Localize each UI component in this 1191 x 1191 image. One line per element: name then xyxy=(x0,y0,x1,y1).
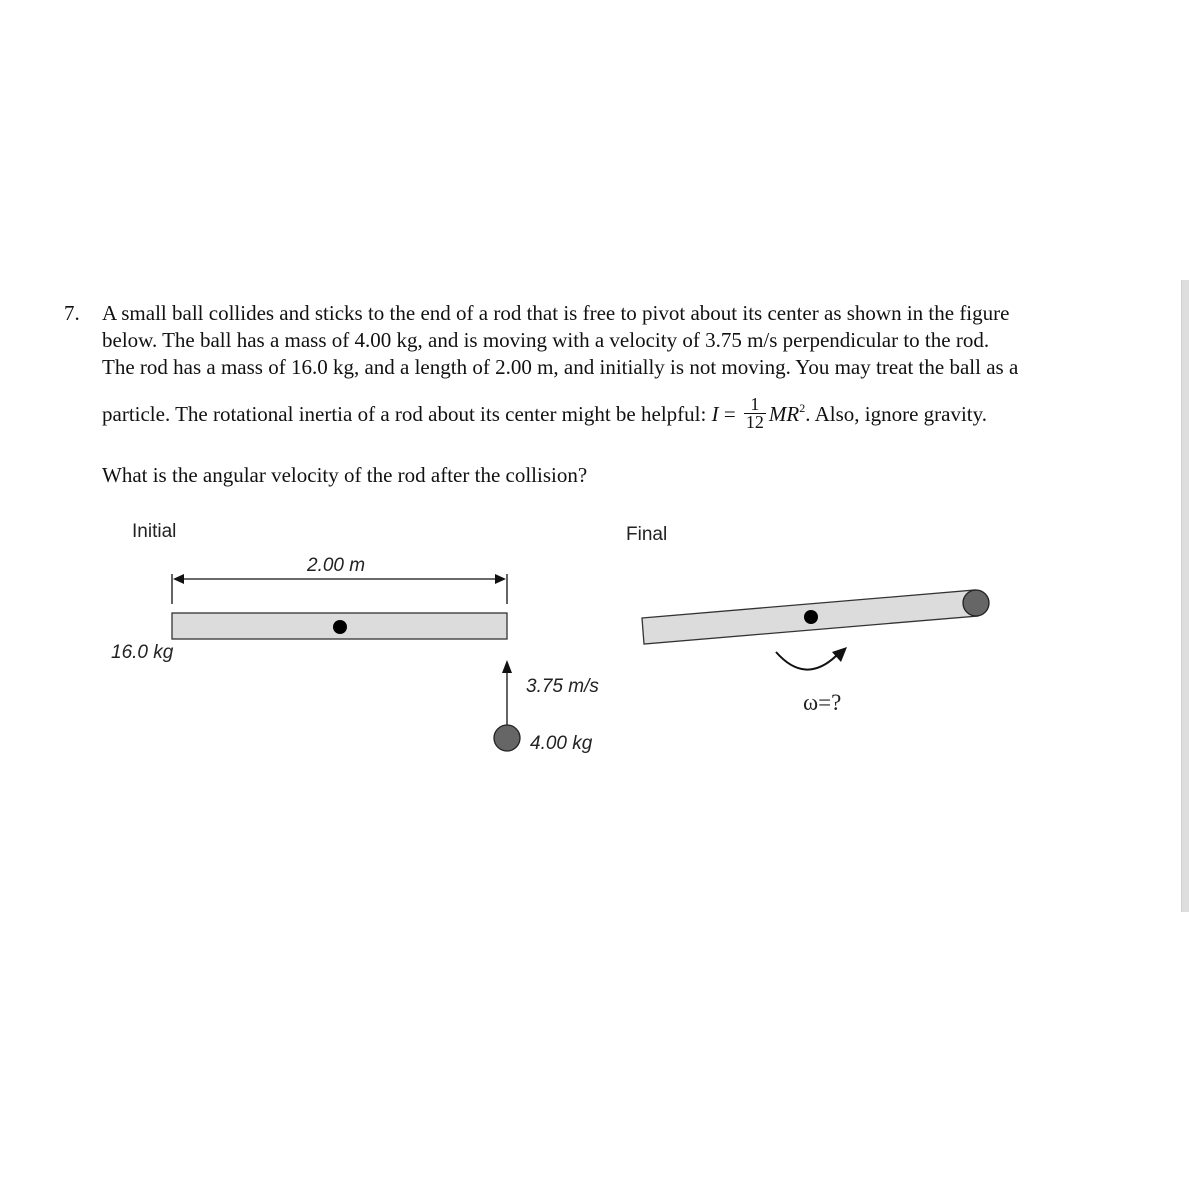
rotation-arrow-head xyxy=(832,647,847,662)
initial-ball xyxy=(494,725,520,751)
question-line-3: The rod has a mass of 16.0 kg, and a length of 2.00 m, and initially is not moving. You may treat the ball as a xyxy=(102,355,1019,379)
final-ball xyxy=(963,590,989,616)
rod-length-label: 2.00 m xyxy=(307,555,366,576)
question-line-2: below. The ball has a mass of 4.00 kg, and is moving with a velocity of 3.75 m/s perpendicular to the rod. xyxy=(102,328,990,352)
velocity-arrow-head xyxy=(502,660,512,673)
rotation-arrow-arc xyxy=(776,652,836,670)
dimension-arrow-left xyxy=(173,574,184,584)
rod-mass-label: 16.0 kg xyxy=(111,642,174,663)
formula-var-i: I xyxy=(711,402,719,426)
velocity-label: 3.75 m/s xyxy=(526,676,599,697)
question-prompt: What is the angular velocity of the rod after the collision? xyxy=(102,463,588,487)
final-pivot xyxy=(804,610,818,624)
dimension-arrow-right xyxy=(495,574,506,584)
omega-label: ω=? xyxy=(803,690,842,715)
formula-exponent: 2 xyxy=(799,401,806,415)
formula-var-mr: MR xyxy=(768,402,800,426)
question-line-1: A small ball collides and sticks to the end of a rod that is free to pivot about its center as shown in the figure xyxy=(102,301,1010,325)
initial-pivot xyxy=(333,620,347,634)
formula-trail-text: . Also, ignore gravity. xyxy=(805,402,988,426)
formula-equals: = xyxy=(718,402,741,426)
initial-label: Initial xyxy=(132,521,177,542)
ball-mass-label: 4.00 kg xyxy=(530,733,593,754)
fraction-numerator: 1 xyxy=(744,396,766,414)
final-label: Final xyxy=(626,524,668,545)
question-number: 7. xyxy=(64,301,80,325)
fraction-denominator: 12 xyxy=(745,411,764,432)
formula-lead-text: particle. The rotational inertia of a rod about its center might be helpful: xyxy=(102,402,712,426)
